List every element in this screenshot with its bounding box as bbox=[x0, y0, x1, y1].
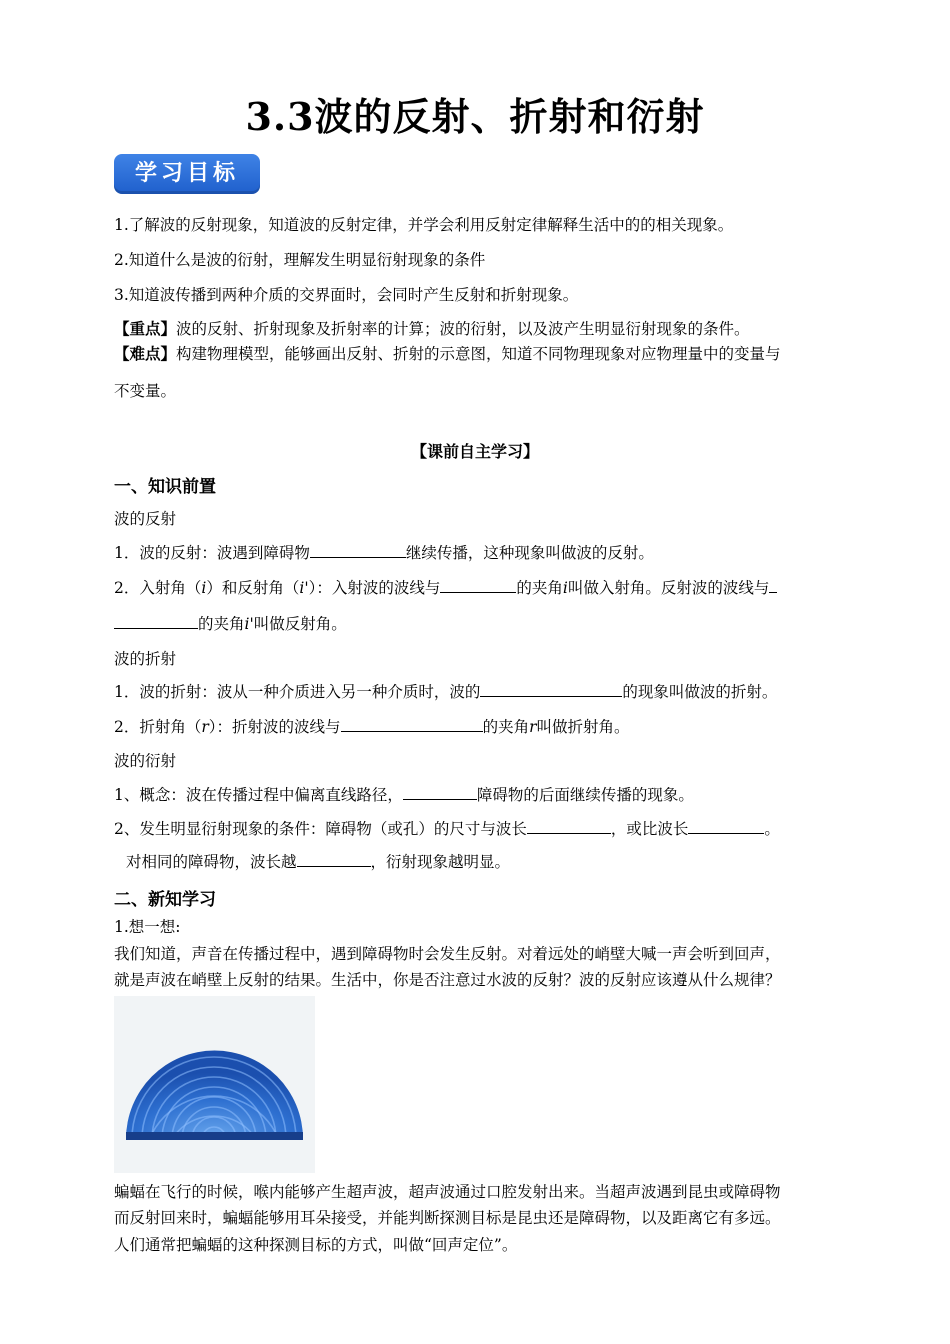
water-wave-illustration bbox=[114, 996, 315, 1173]
fill-blank[interactable] bbox=[297, 850, 371, 867]
reflection-heading: 波的反射 bbox=[114, 510, 177, 528]
key-point-label: 【重点】 bbox=[114, 320, 177, 338]
symbol: i' bbox=[244, 615, 254, 633]
symbol: i' bbox=[299, 579, 309, 597]
refraction-q2 bbox=[114, 715, 630, 738]
refraction-heading: 波的折射 bbox=[114, 650, 177, 668]
page-title: 3.3波的反射、折射和衍射 bbox=[245, 94, 705, 139]
text: 1、概念：波在传播过程中偏离直线路径， bbox=[114, 786, 403, 804]
fill-blank[interactable] bbox=[341, 715, 483, 732]
paragraph-1-line-1: 我们知道，声音在传播过程中，遇到障碍物时会发生反射。对着远处的峭壁大喊一声会听到回声， bbox=[114, 945, 781, 963]
fill-blank[interactable] bbox=[769, 576, 777, 593]
text: 2．折射角（ bbox=[114, 718, 202, 736]
refraction-q1 bbox=[114, 680, 777, 703]
text: 的夹角 bbox=[198, 615, 245, 633]
objective-1: 1.了解波的反射现象，知道波的反射定律，并学会利用反射定律解释生活中的的相关现象。 bbox=[114, 216, 734, 234]
learning-goals-badge: 学习目标 bbox=[114, 154, 260, 194]
fill-blank[interactable] bbox=[310, 541, 406, 558]
symbol: i bbox=[562, 579, 568, 597]
text: ）：折射波的波线与 bbox=[208, 718, 341, 736]
text: 继续传播，这种现象叫做波的反射。 bbox=[405, 544, 654, 562]
diffraction-q3 bbox=[126, 850, 510, 873]
reflection-q1 bbox=[114, 541, 654, 564]
fill-blank[interactable] bbox=[440, 576, 516, 593]
paragraph-2-line-2: 而反射回来时，蝙蝠能够用耳朵接受，并能判断探测目标是昆虫还是障碍物，以及距离它有多远。 bbox=[114, 1209, 781, 1227]
text: 的夹角 bbox=[482, 718, 530, 736]
reflection-q2 bbox=[114, 576, 777, 599]
paragraph-2-line-3: 人们通常把蝙蝠的这种探测目标的方式，叫做“回声定位”。 bbox=[114, 1236, 518, 1254]
text: 叫做入射角。反射波的波线与 bbox=[567, 579, 770, 597]
fill-blank[interactable] bbox=[527, 817, 611, 834]
text: 对相同的障碍物，波长越 bbox=[126, 853, 297, 871]
fill-blank[interactable] bbox=[480, 680, 622, 697]
text: ）和反射角（ bbox=[206, 579, 300, 597]
text: ，或比波长 bbox=[610, 820, 689, 838]
symbol: i bbox=[201, 579, 207, 597]
paragraph-2-line-1: 蝙蝠在飞行的时候，喉内能够产生超声波，超声波通过口腔发射出来。当超声波遇到昆虫或障碍物 bbox=[114, 1183, 781, 1201]
text: 2、发生明显衍射现象的条件：障碍物（或孔）的尺寸与波长 bbox=[114, 820, 527, 838]
pre-class-heading: 【课前自主学习】 bbox=[410, 442, 539, 461]
diffraction-q1 bbox=[114, 783, 694, 806]
diffraction-heading: 波的衍射 bbox=[114, 752, 177, 770]
symbol: r bbox=[529, 718, 537, 736]
text: 2．入射角（ bbox=[114, 579, 202, 597]
section-2-heading: 二、新知学习 bbox=[114, 890, 216, 910]
fill-blank[interactable] bbox=[114, 612, 198, 629]
text: 1．波的反射：波遇到障碍物 bbox=[114, 544, 310, 562]
fill-blank[interactable] bbox=[403, 783, 477, 800]
difficult-point-label: 【难点】 bbox=[114, 345, 177, 363]
key-point bbox=[114, 318, 750, 340]
difficult-point bbox=[114, 343, 781, 365]
diffraction-q2 bbox=[114, 817, 780, 840]
symbol: r bbox=[201, 718, 209, 736]
water-wave-reflection-image bbox=[114, 996, 315, 1173]
text: 障碍物的后面继续传播的现象。 bbox=[476, 786, 694, 804]
fill-blank[interactable] bbox=[688, 817, 764, 834]
text: 1．波的折射：波从一种介质进入另一种介质时，波的 bbox=[114, 683, 481, 701]
text: ）：入射波的波线与 bbox=[308, 579, 441, 597]
difficult-point-cont: 不变量。 bbox=[114, 382, 177, 400]
key-point-text: 波的反射、折射现象及折射率的计算；波的衍射，以及波产生明显衍射现象的条件。 bbox=[176, 320, 750, 338]
objective-3: 3.知道波传播到两种介质的交界面时，会同时产生反射和折射现象。 bbox=[114, 286, 579, 304]
section-1-heading: 一、知识前置 bbox=[114, 477, 216, 497]
text: 的夹角 bbox=[516, 579, 563, 597]
reflection-q2-cont bbox=[114, 612, 347, 635]
text: 叫做折射角。 bbox=[536, 718, 630, 736]
paragraph-1-line-2: 就是声波在峭壁上反射的结果。生活中，你是否注意过水波的反射？波的反射应该遵从什么规律？ bbox=[114, 971, 781, 989]
text: 的现象叫做波的折射。 bbox=[622, 683, 778, 701]
difficult-point-text: 构建物理模型，能够画出反射、折射的示意图，知道不同物理现象对应物理量中的变量与 bbox=[176, 345, 781, 363]
text: 叫做反射角。 bbox=[253, 615, 347, 633]
text: ，衍射现象越明显。 bbox=[370, 853, 511, 871]
text: 。 bbox=[764, 820, 780, 838]
think-label: 1.想一想: bbox=[114, 918, 181, 936]
objective-2: 2.知道什么是波的衍射，理解发生明显衍射现象的条件 bbox=[114, 251, 486, 269]
